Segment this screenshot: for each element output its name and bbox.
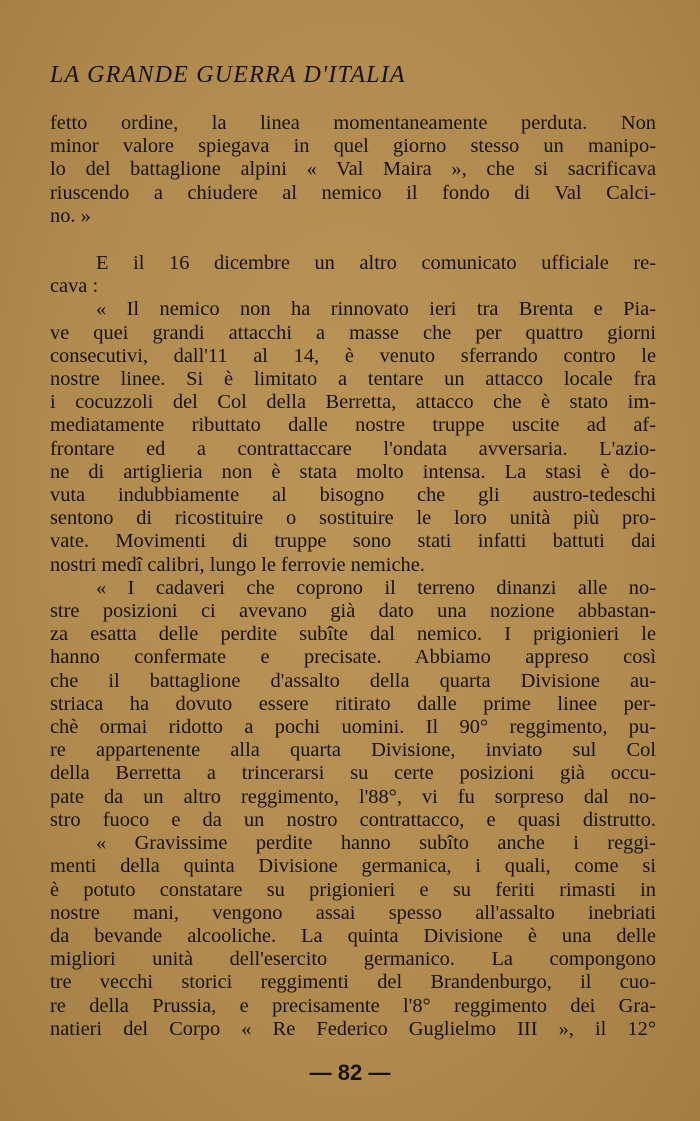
- text-line: nostre mani, vengono assai spesso all'assalto inebriati: [50, 901, 656, 924]
- text-line: ne di artiglieria non è stata molto intensa. La stasi è do-: [50, 460, 656, 483]
- text-line: « Gravissime perdite hanno subîto anche i reggi-: [96, 832, 656, 855]
- text-line: è potuto constatare su prigionieri e su feriti rimasti in: [50, 878, 656, 901]
- page-number: — 82 —: [309, 1060, 391, 1085]
- text-line: striaca ha dovuto essere ritirato dalle prime linee per-: [50, 692, 656, 715]
- text-line: re appartenente alla quarta Divisione, inviato sul Col: [50, 739, 656, 762]
- text-line: riuscendo a chiudere al nemico il fondo di Val Calci-: [50, 181, 656, 204]
- text-line: mediatamente ributtato dalle nostre truppe uscite ad af-: [50, 414, 656, 437]
- text-line: lo del battaglione alpini « Val Maira », che si sacrificava: [50, 158, 656, 181]
- text-line: nostre linee. Si è limitato a tentare un attacco locale fra: [50, 368, 656, 391]
- text-line: menti della quinta Divisione germanica, i quali, come si: [50, 855, 656, 878]
- text-line: ve quei grandi attacchi a masse che per quattro giorni: [50, 321, 656, 344]
- text-line: vate. Movimenti di truppe sono stati infatti battuti dai: [50, 530, 656, 553]
- text-line: stre posizioni ci avevano già dato una nozione abbastan-: [50, 600, 656, 623]
- text-line: sentono di ricostituire o sostituire le loro unità più pro-: [50, 507, 656, 530]
- text-line: da bevande alcooliche. La quinta Divisione è una delle: [50, 924, 656, 947]
- text-line: « I cadaveri che coprono il terreno dinanzi alle no-: [96, 576, 656, 599]
- paragraph: [50, 298, 656, 576]
- body-text: [50, 112, 656, 1041]
- text-line: che il battaglione d'assalto della quarta Divisione au-: [50, 669, 656, 692]
- running-head: LA GRANDE GUERRA D'ITALIA: [50, 62, 406, 88]
- text-line: no. »: [50, 204, 91, 227]
- text-line: nostri medî calibri, lungo le ferrovie nemiche.: [50, 553, 425, 576]
- text-line: E il 16 dicembre un altro comunicato ufficiale re-: [96, 252, 656, 275]
- paragraph: [50, 577, 656, 832]
- text-line: della Berretta a trincerarsi su certe posizioni già occu-: [50, 762, 656, 785]
- text-line: tre vecchi storici reggimenti del Brandenburgo, il cuo-: [50, 971, 656, 994]
- text-line: za esatta delle perdite subîte dal nemico. I prigionieri le: [50, 623, 656, 646]
- text-line: minor valore spiegava in quel giorno stesso un manipo-: [50, 135, 656, 158]
- text-line: « Il nemico non ha rinnovato ieri tra Brenta e Pia-: [96, 298, 656, 321]
- text-line: hanno confermate e precisate. Abbiamo appreso così: [50, 646, 656, 669]
- paragraph: [50, 252, 656, 298]
- paragraph: [50, 832, 656, 1041]
- text-line: vuta indubbiamente al bisogno che gli austro-tedeschi: [50, 484, 656, 507]
- text-line: stro fuoco e da un nostro contrattacco, e quasi distrutto.: [50, 808, 656, 831]
- text-line: cava :: [50, 275, 99, 298]
- text-line: chè ormai ridotto a pochi uomini. Il 90° reggimento, pu-: [50, 716, 656, 739]
- text-line: migliori unità dell'esercito germanico. La compongono: [50, 948, 656, 971]
- text-line: natieri del Corpo « Re Federico Guglielmo III », il 12°: [50, 1017, 656, 1040]
- text-line: consecutivi, dall'11 al 14, è venuto sferrando contro le: [50, 344, 656, 367]
- text-line: pate da un altro reggimento, l'88°, vi fu sorpreso dal no-: [50, 785, 656, 808]
- text-line: re della Prussia, e precisamente l'8° reggimento dei Gra-: [50, 994, 656, 1017]
- paragraph: [50, 112, 656, 228]
- text-line: i cocuzzoli del Col della Berretta, attacco che è stato im-: [50, 391, 656, 414]
- text-line: frontare ed a contrattaccare l'ondata avversaria. L'azio-: [50, 437, 656, 460]
- text-line: fetto ordine, la linea momentaneamente perduta. Non: [50, 112, 656, 134]
